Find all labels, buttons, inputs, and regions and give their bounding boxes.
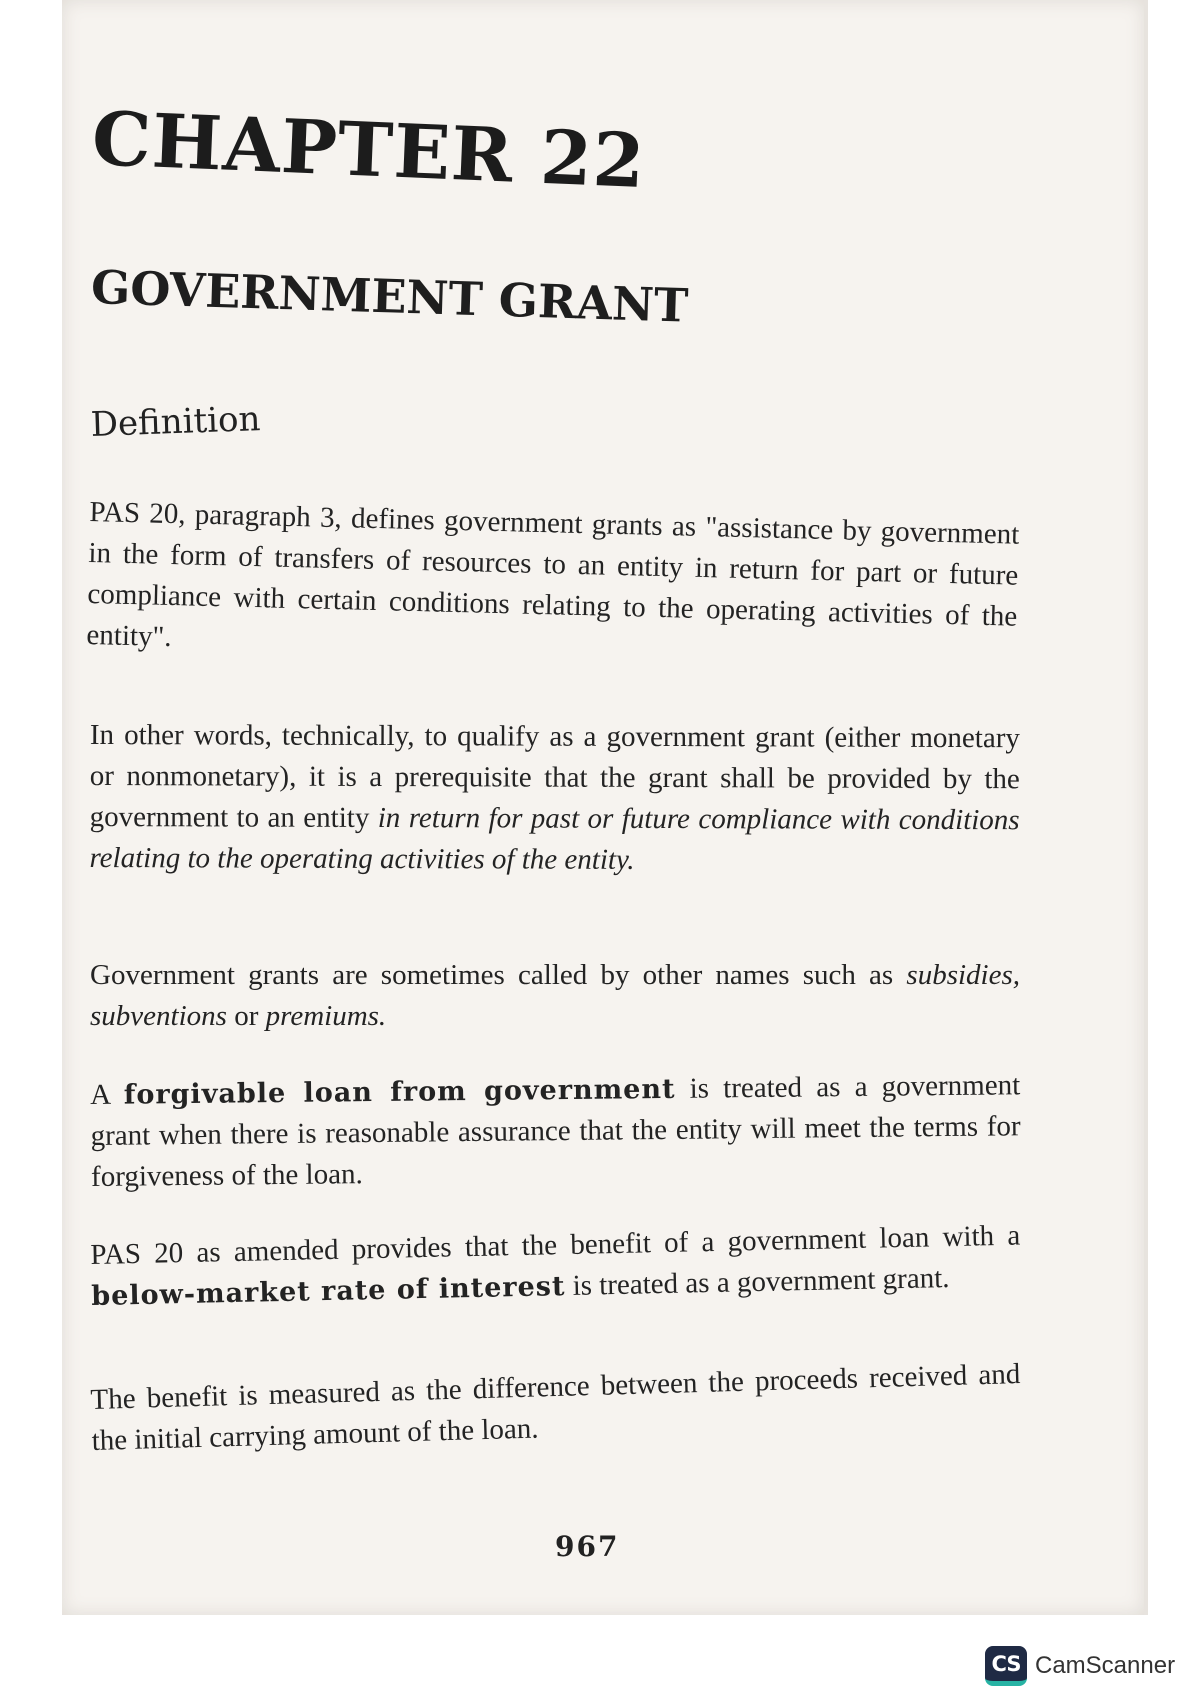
- bold-term: below-market rate of interest: [90, 1271, 566, 1312]
- paragraph-text: is treated as a government grant when there is reasonable assurance that the entity will meet the terms for forgiveness of the loan.: [90, 1069, 1021, 1193]
- paragraph-qualification: [89, 715, 1020, 882]
- paragraph-text: In other words, technically, to qualify as a government grant (either monetary or nonmonetary), it is a prerequisite that the grant shall be provided by the government to an entity: [89, 719, 1020, 835]
- page-number: 967: [555, 1530, 620, 1563]
- section-heading: Definition: [90, 399, 262, 445]
- paragraph-benefit-measurement: The benefit is measured as the difference between the proceeds received and the initial carrying amount of the loan.: [90, 1358, 1021, 1457]
- page-edge: [1144, 0, 1148, 1615]
- paragraph-text: Government grants are sometimes called by other names such as: [90, 959, 907, 991]
- paragraph-definition: PAS 20, paragraph 3, defines government grants as "assistance by government in the form of transfers of resources to an entity in return for part or future compliance with certain conditions relating to the operating activities of the entity".: [86, 495, 1020, 654]
- italic-term: premiums.: [265, 1000, 387, 1032]
- paragraph-text: PAS 20 as amended provides that the benefit of a government loan with a: [90, 1219, 1021, 1271]
- camscanner-label: CamScanner: [1035, 1652, 1176, 1679]
- italic-term: subsidies, subventions: [90, 959, 1020, 1032]
- chapter-title: GOVERNMENT GRANT: [90, 260, 690, 333]
- camscanner-logo-icon: CS: [985, 1646, 1027, 1686]
- paragraph-forgivable-loan: [90, 1065, 1021, 1198]
- paragraph-text: or: [226, 1000, 266, 1032]
- paragraph-text: A: [90, 1078, 124, 1111]
- camscanner-watermark: [985, 1645, 1175, 1687]
- italic-text: in return for past or future compliance with conditions relating to the operating activities of the entity.: [89, 802, 1020, 876]
- chapter-heading: CHAPTER 22: [90, 96, 648, 206]
- bold-term: forgivable loan from government: [123, 1073, 676, 1111]
- paragraph-other-names: [90, 955, 1020, 1037]
- paragraph-text: is treated as a government grant.: [565, 1262, 950, 1303]
